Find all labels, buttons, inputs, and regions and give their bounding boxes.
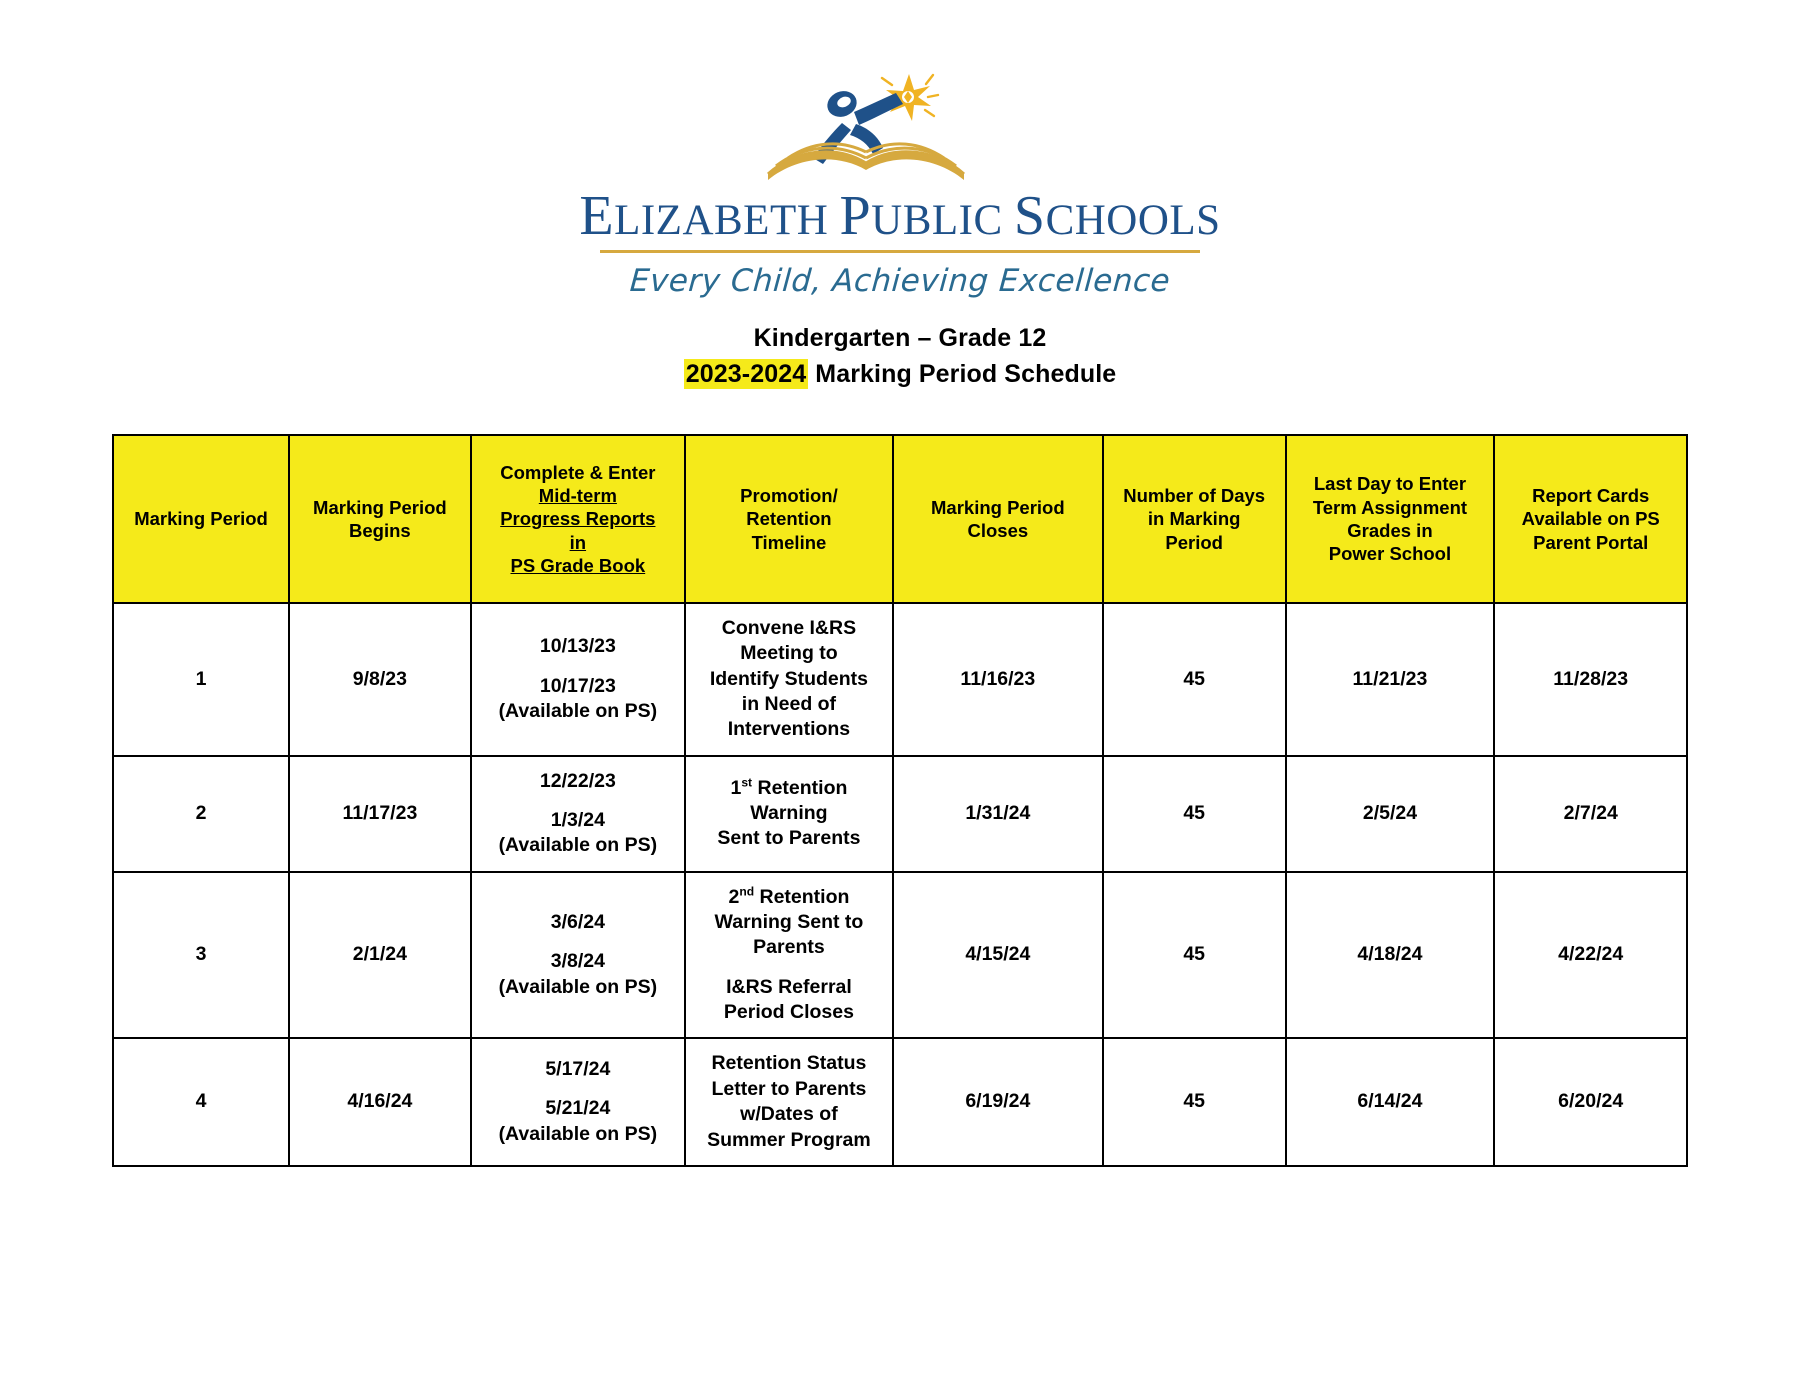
cell-begins: 11/17/23 bbox=[289, 756, 471, 872]
header-closes-l2: Closes bbox=[967, 520, 1029, 541]
header-number-of-days bbox=[1103, 435, 1286, 603]
title-school-year-highlight: 2023-2024 bbox=[685, 359, 807, 388]
header-midterm-l3: Progress Reports bbox=[500, 508, 656, 530]
header-days-l2: in Marking bbox=[1147, 508, 1241, 530]
header-days-l1: Number of Days bbox=[1123, 485, 1266, 507]
table-row bbox=[113, 603, 1687, 756]
logo-tagline: Every Child, Achieving Excellence bbox=[628, 263, 1172, 299]
table-row bbox=[113, 1038, 1687, 1165]
wordmark-char-s: S bbox=[1013, 185, 1046, 247]
header-days-l3: Period bbox=[1165, 531, 1223, 553]
cell-number-of-days: 45 bbox=[1103, 756, 1286, 872]
cell-last-day-grades: 6/14/24 bbox=[1286, 1038, 1495, 1165]
header-midterm-l2: Mid-term bbox=[538, 485, 617, 507]
header-lastday-l3: Grades in bbox=[1347, 520, 1433, 541]
header-marking-period-begins bbox=[289, 435, 471, 603]
cell-promotion-retention-timeline: Retention Status Letter to Parents w/Dates of Summer Program bbox=[685, 1038, 893, 1165]
wordmark-ublic: UBLIC bbox=[871, 197, 1014, 244]
header-midterm-l1: Complete & Enter bbox=[500, 461, 656, 483]
cell-last-day-grades: 2/5/24 bbox=[1286, 756, 1495, 872]
wordmark-chools: CHOOLS bbox=[1045, 197, 1221, 244]
header-lastday-l4: Power School bbox=[1328, 543, 1452, 565]
header-report-l2: Available on PS bbox=[1521, 508, 1660, 530]
header-marking-period-closes bbox=[893, 435, 1103, 603]
cell-closes: 1/31/24 bbox=[893, 756, 1103, 872]
header-marking-period: Marking Period bbox=[113, 435, 289, 603]
header-report-cards bbox=[1494, 435, 1687, 603]
table-header-row bbox=[113, 435, 1687, 603]
cell-marking-period: 2 bbox=[113, 756, 289, 872]
header-timeline-l2: Retention bbox=[746, 508, 832, 530]
header-last-day-term-grades bbox=[1286, 435, 1495, 603]
title-schedule-line bbox=[0, 357, 1800, 393]
cell-midterm-dates: 5/17/24 5/21/24 (Available on PS) bbox=[471, 1038, 685, 1165]
header-midterm-l5: PS Grade Book bbox=[510, 554, 646, 576]
page-title bbox=[0, 321, 1800, 392]
header-begins-l1: Marking Period bbox=[313, 496, 447, 518]
cell-marking-period: 1 bbox=[113, 603, 289, 756]
header-midterm-l4: in bbox=[569, 531, 587, 553]
cell-last-day-grades: 11/21/23 bbox=[1286, 603, 1495, 756]
cell-promotion-retention-timeline: Convene I&RS Meeting to Identify Students in Need of Interventions bbox=[685, 603, 893, 756]
wordmark-lizabeth: LIZABETH bbox=[614, 197, 840, 244]
cell-closes: 4/15/24 bbox=[893, 872, 1103, 1039]
cell-closes: 11/16/23 bbox=[893, 603, 1103, 756]
header-lastday-l2: Term Assignment bbox=[1312, 496, 1468, 518]
table-row bbox=[113, 872, 1687, 1039]
header-timeline-l1: Promotion/ bbox=[740, 485, 838, 507]
cell-begins: 9/8/23 bbox=[289, 603, 471, 756]
header-closes-l1: Marking Period bbox=[931, 496, 1065, 518]
cell-report-cards: 6/20/24 bbox=[1494, 1038, 1687, 1165]
cell-begins: 4/16/24 bbox=[289, 1038, 471, 1165]
cell-number-of-days: 45 bbox=[1103, 603, 1286, 756]
cell-begins: 2/1/24 bbox=[289, 872, 471, 1039]
header-lastday-l1: Last Day to Enter bbox=[1313, 473, 1467, 495]
district-logo bbox=[0, 0, 1800, 299]
cell-promotion-retention-timeline: 2nd Retention Warning Sent to Parents I&RS Referral Period Closes bbox=[685, 872, 893, 1039]
cell-midterm-dates: 3/6/24 3/8/24 (Available on PS) bbox=[471, 872, 685, 1039]
title-schedule-text: Marking Period Schedule bbox=[808, 359, 1117, 388]
cell-midterm-dates: 12/22/23 1/3/24 (Available on PS) bbox=[471, 756, 685, 872]
header-promotion-retention-timeline bbox=[685, 435, 893, 603]
cell-report-cards: 2/7/24 bbox=[1494, 756, 1687, 872]
cell-last-day-grades: 4/18/24 bbox=[1286, 872, 1495, 1039]
table-row bbox=[113, 756, 1687, 872]
table-body bbox=[113, 603, 1687, 1166]
logo-divider-rule bbox=[600, 250, 1200, 253]
wordmark-char-e: E bbox=[579, 185, 615, 247]
marking-period-table-container bbox=[0, 434, 1800, 1167]
cell-midterm-dates: 10/13/23 10/17/23 (Available on PS) bbox=[471, 603, 685, 756]
logo-artwork bbox=[620, 66, 1180, 194]
header-report-l1: Report Cards bbox=[1532, 485, 1650, 507]
header-midterm-progress-reports bbox=[471, 435, 685, 603]
cell-marking-period: 3 bbox=[113, 872, 289, 1039]
cell-report-cards: 11/28/23 bbox=[1494, 603, 1687, 756]
cell-report-cards: 4/22/24 bbox=[1494, 872, 1687, 1039]
header-timeline-l3: Timeline bbox=[751, 531, 827, 553]
cell-number-of-days: 45 bbox=[1103, 1038, 1286, 1165]
cell-number-of-days: 45 bbox=[1103, 872, 1286, 1039]
cell-promotion-retention-timeline: 1st Retention Warning Sent to Parents bbox=[685, 756, 893, 872]
header-begins-l2: Begins bbox=[349, 520, 411, 541]
title-grade-range: Kindergarten – Grade 12 bbox=[753, 324, 1047, 352]
logo-svg bbox=[620, 66, 1180, 194]
wordmark-char-p: P bbox=[839, 185, 872, 247]
cell-marking-period: 4 bbox=[113, 1038, 289, 1165]
cell-closes: 6/19/24 bbox=[893, 1038, 1103, 1165]
logo-wordmark bbox=[579, 185, 1221, 247]
header-report-l3: Parent Portal bbox=[1533, 531, 1649, 553]
marking-period-schedule-table bbox=[112, 434, 1688, 1167]
